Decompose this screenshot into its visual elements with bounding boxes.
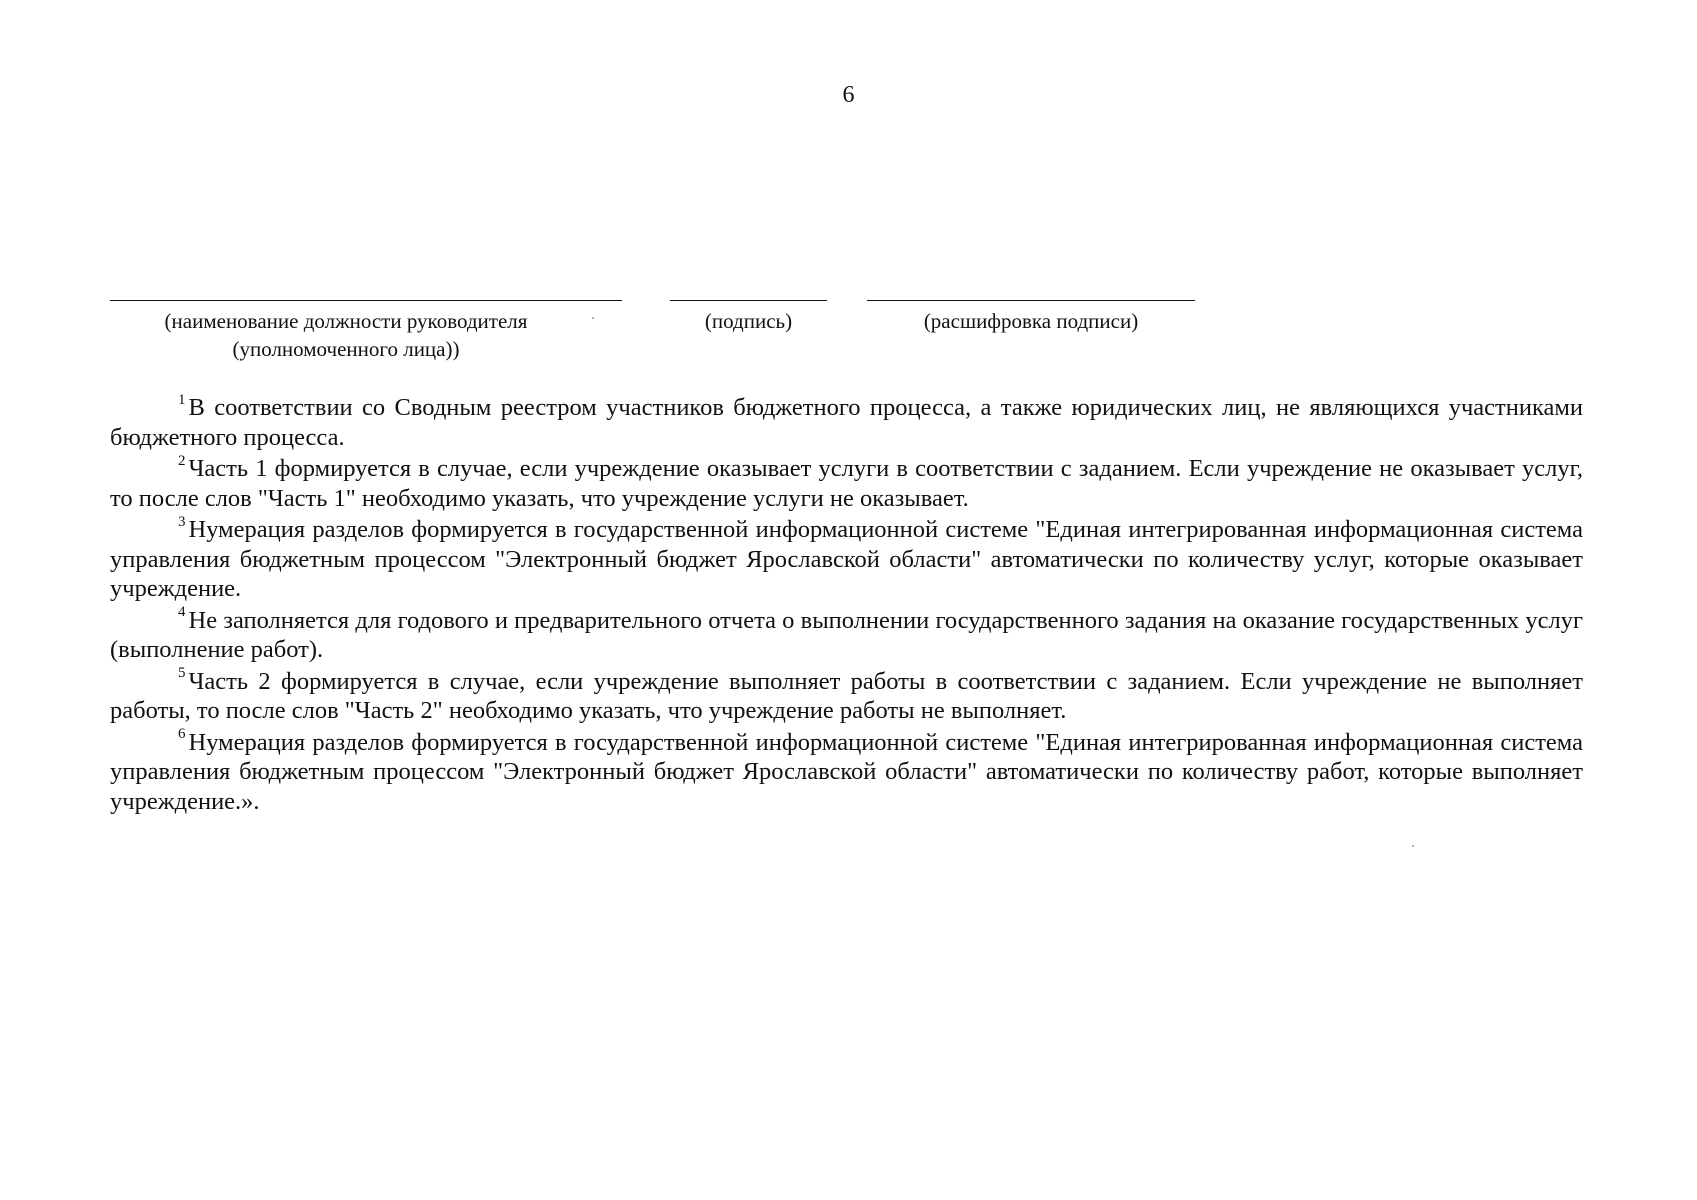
footnote-text: Не заполняется для годового и предварительного отчета о выполнении государственного задания на оказание государственных услуг (выполнение работ).	[110, 606, 1583, 663]
signature-line	[670, 300, 827, 301]
footnote	[110, 454, 1583, 513]
footnote-mark: 5	[178, 665, 186, 682]
footnote	[110, 728, 1583, 817]
footnote-mark: 3	[178, 513, 186, 530]
footnote-text: Часть 1 формируется в случае, если учреждение оказывает услуги в соответствии с заданием. Если учреждение не оказывает услуг, то после слов "Часть 1" необходимо указать, что учреждение услуги не оказывает.	[110, 455, 1583, 512]
position-signature-line	[110, 300, 622, 301]
page-number: 6	[842, 82, 855, 108]
footnote-mark: 2	[178, 452, 186, 469]
signature-caption: (подпись)	[704, 309, 793, 333]
footnote-mark: 6	[178, 726, 186, 743]
scan-speck	[1412, 845, 1414, 847]
position-caption	[110, 307, 582, 363]
footnotes-section	[110, 393, 1583, 818]
position-caption-line1: (наименование должности руководителя	[164, 309, 528, 333]
transcript-caption: (расшифровка подписи)	[923, 309, 1139, 333]
position-caption-line2: (уполномоченного лица))	[232, 337, 460, 361]
footnote-mark: 4	[178, 604, 186, 621]
footnote-mark: 1	[178, 391, 186, 408]
footnote	[110, 515, 1583, 604]
footnote	[110, 606, 1583, 665]
footnote-text: Нумерация разделов формируется в государственной информационной системе "Единая интегрированная информационная система управления бюджетным процессом "Электронный бюджет Ярославской области" автоматически по количеству работ, которые выполняет учреждение.».	[110, 728, 1583, 815]
footnote-text: Нумерация разделов формируется в государственной информационной системе "Единая интегрированная информационная система управления бюджетным процессом "Электронный бюджет Ярославской области" автоматически по количеству услуг, которые оказывает учреждение.	[110, 516, 1583, 602]
scan-speck	[592, 317, 594, 319]
footnote	[110, 393, 1583, 452]
footnote	[110, 667, 1583, 726]
transcript-signature-line	[867, 300, 1195, 301]
footnote-text: Часть 2 формируется в случае, если учреждение выполняет работы в соответствии с заданием. Если учреждение не выполняет работы, то после слов "Часть 2" необходимо указать, что учреждение работы не выполняет.	[110, 667, 1583, 724]
footnote-text: В соответствии со Сводным реестром участников бюджетного процесса, а также юридических лиц, не являющихся участниками бюджетного процесса.	[110, 394, 1583, 451]
